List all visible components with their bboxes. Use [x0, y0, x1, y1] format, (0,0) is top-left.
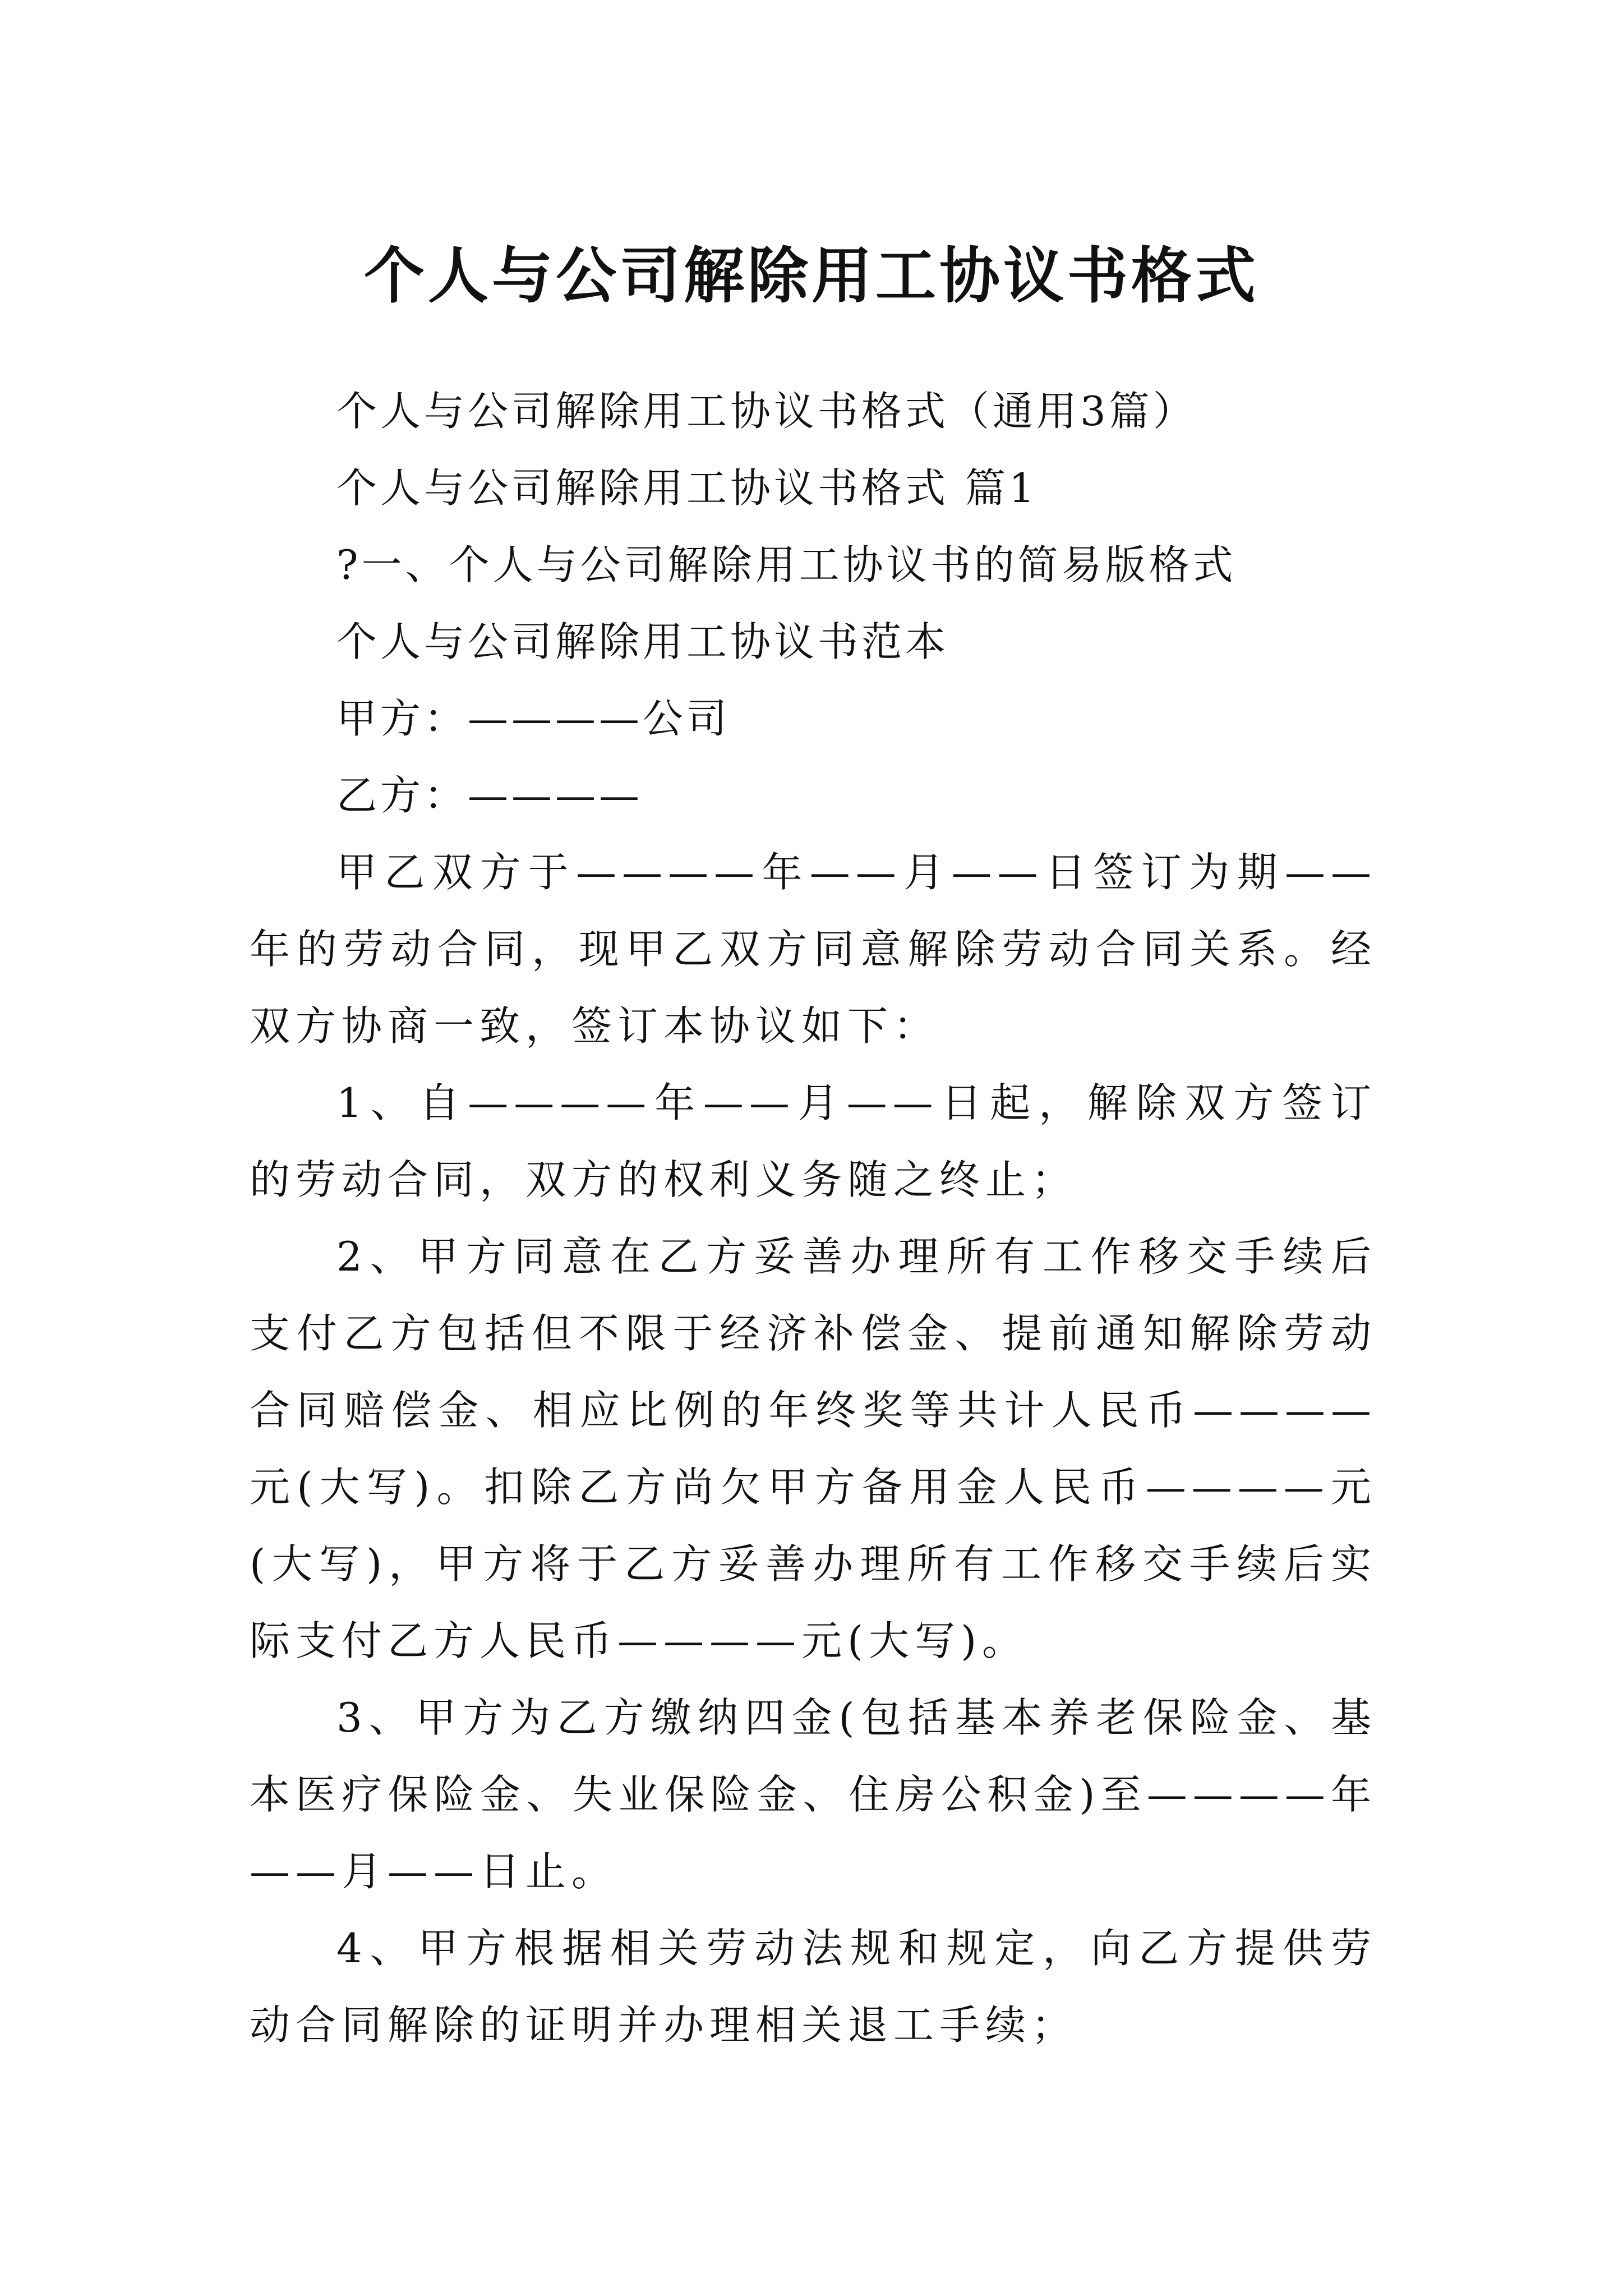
clause-4: 4、甲方根据相关劳动法规和规定，向乙方提供劳动合同解除的证明并办理相关退工手续；	[250, 1925, 1377, 2049]
party-a-line: 甲方：————公司	[336, 695, 731, 742]
document-body	[250, 373, 1377, 2064]
subtitle-line: 个人与公司解除用工协议书格式（通用3篇）	[336, 388, 1197, 435]
clause-1: 1、自————年——月——日起，解除双方签订的劳动合同，双方的权利义务随之终止；	[250, 1079, 1377, 1203]
section-heading: 个人与公司解除用工协议书格式 篇1	[336, 464, 1038, 512]
clause-3: 3、甲方为乙方缴纳四金(包括基本养老保险金、基本医疗保险金、失业保险金、住房公积金)至————年——月——日止。	[250, 1694, 1377, 1895]
clause-2: 2、甲方同意在乙方妥善办理所有工作移交手续后支付乙方包括但不限于经济补偿金、提前通知解除劳动合同赔偿金、相应比例的年终奖等共计人民币————元(大写)。扣除乙方尚欠甲方备用金人民币————元(大写)，甲方将于乙方妥善办理所有工作移交手续后实际支付乙方人民币————元(大写)。	[250, 1233, 1377, 1664]
document-title: 个人与公司解除用工协议书格式	[363, 241, 1259, 312]
preamble-paragraph: 甲乙双方于————年——月——日签订为期——年的劳动合同，现甲乙双方同意解除劳动合同关系。经双方协商一致，签订本协议如下：	[250, 849, 1377, 1050]
subsection-heading: ?一、个人与公司解除用工协议书的简易版格式	[336, 541, 1237, 588]
template-heading: 个人与公司解除用工协议书范本	[336, 618, 949, 665]
party-b-line: 乙方：————	[336, 772, 643, 819]
